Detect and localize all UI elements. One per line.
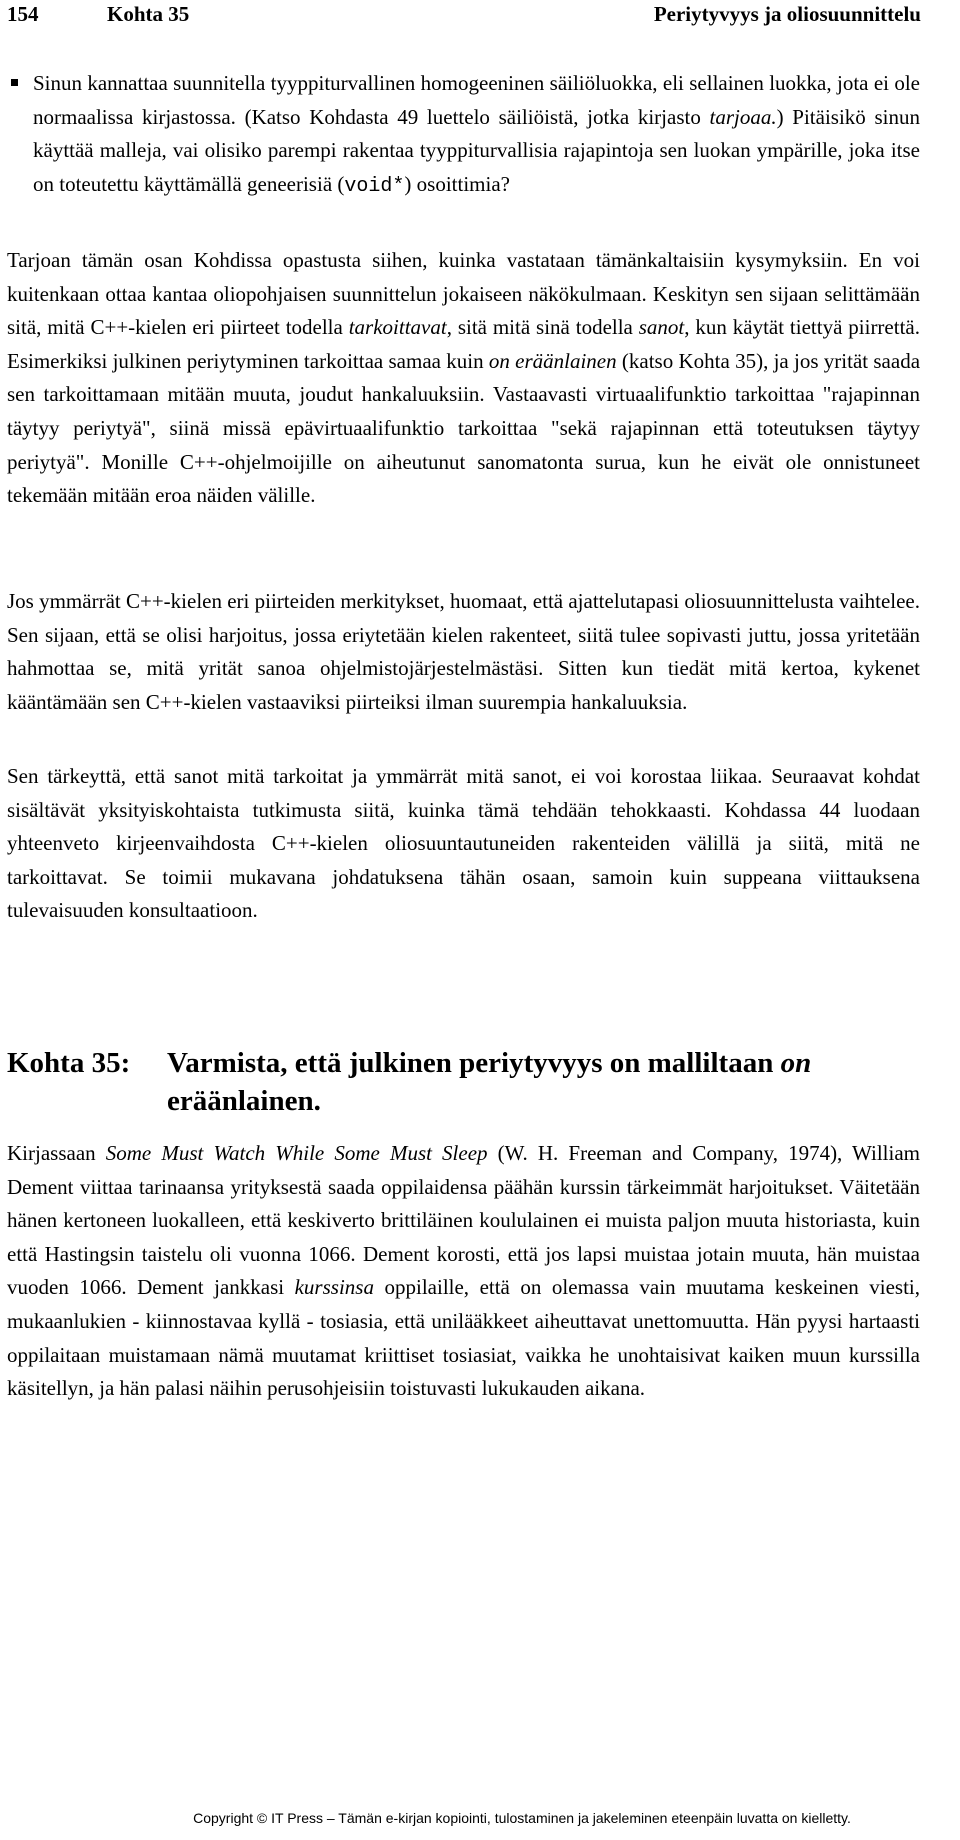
text-run: oppilaille, että on olemassa vain muutama keskeinen viesti, mukaanlukien - kiinnostavaa kyllä - tosiasia, että unilääkkeet aiheuttavat unettomuutta. Hän pyysi hartaasti oppilaitaan muistamaan nämä muutamat kriittiset tosiasiat, vaikka he unohtaisivat kaiken muun kurssilla käsitellyn, ja hän palasi näihin perusohjeisiin toistuvasti lukukauden aikana. <box>7 1275 920 1401</box>
copyright-footer: Copyright © IT Press – Tämän e-kirjan kopiointi, tulostaminen ja jakeleminen eteenpäin luvatta on kielletty. <box>193 1810 851 1826</box>
text-run: ) osoittimia? <box>404 171 510 196</box>
text-run: , sitä mitä sinä todella <box>446 315 639 340</box>
emphasis-text: tarjoaa. <box>709 104 777 129</box>
section-title-tail: eräänlainen. <box>167 1085 321 1117</box>
code-text: void* <box>344 174 405 198</box>
text-run: Kirjassaan <box>7 1141 106 1165</box>
emphasis-text: kurssinsa <box>294 1275 374 1300</box>
emphasis-text: tarkoittavat <box>348 315 447 340</box>
section-title-text: Varmista, että julkinen periytyvyys on malliltaan <box>167 1047 781 1079</box>
book-title: Some Must Watch While Some Must Sleep <box>105 1141 488 1165</box>
bullet-square-icon <box>11 79 18 86</box>
page-number: 154 <box>7 2 39 26</box>
paragraph-text: Sen tärkeyttä, että sanot mitä tarkoitat ja ymmärrät mitä sanot, ei voi korostaa liikaa. Seuraavat kohdat sisältävät yksityiskohtaista tutkimusta siitä, kuinka tämä tehdään tehokkaasti. Kohdassa 44 luodaan yhteenveto kirjeenvaihdosta C++-kielen oliosuuntautuneiden rakenteiden välillä ja siitä, mitä ne tarkoittavat. Se toimii mukavana johdatuksena tähän osaan, samoin kuin suppeana viittauksena tulevaisuuden konsultaatioon. <box>7 764 920 923</box>
paragraph <box>7 1137 920 1406</box>
text-run: , kun käytät tiettyä piirrettä. Esimerkiksi julkinen periytyminen tarkoittaa samaa kuin <box>7 315 920 373</box>
emphasis-text: on eräänlainen <box>488 348 617 373</box>
bullet-item <box>33 67 920 203</box>
section-label: Kohta 35: <box>7 1047 131 1079</box>
text-run: Tarjoan tämän osan Kohdissa opastusta siihen, kuinka vastataan tämänkaltaisiin kysymyksiin. En voi kuitenkaan ottaa kantaa oliopohjaisen suunnittelun jokaiseen näkökulmaan. Keskityn sen sijaan selittämään sitä, mitä C++-kielen eri piirteet todella <box>7 248 920 340</box>
section-title <box>167 1044 920 1120</box>
bullet-text <box>33 67 920 203</box>
section-title-emphasis: on <box>780 1047 812 1079</box>
paragraph-text: Jos ymmärrät C++-kielen eri piirteiden merkitykset, huomaat, että ajattelutapasi oliosuunnittelusta vaihtelee. Sen sijaan, että se olisi harjoitus, jossa eriytetään kielen rakenteet, siitä tulee sopivasti juttu, jossa yritetään hahmottaa se, mitä yrität sanoa ohjelmistojärjestelmästäsi. Sitten kun tiedät mitä kertoa, kykenet kääntämään sen C++-kielen vastaaviksi piirteiksi ilman suurempia hankaluuksia. <box>7 589 921 714</box>
paragraph <box>7 244 920 513</box>
chapter-label: Kohta 35 <box>107 2 190 26</box>
paragraph <box>7 585 920 719</box>
running-header <box>7 0 921 28</box>
paragraph <box>7 760 920 928</box>
text-run: Sinun kannattaa suunnitella tyyppiturvallinen homogeeninen säiliöluokka, eli sellainen luokka, jota ei ole normaalissa kirjastossa. (Katso Kohdasta 49 luettelo säiliöistä, jotka kirjasto <box>33 71 920 129</box>
part-title: Periytyvyys ja oliosuunnittelu <box>653 2 921 26</box>
text-run: (katso Kohta 35), ja jos yrität saada sen tarkoittamaan mitään muuta, joudut hankaluuksiin. Vastaavasti virtuaalifunktio tarkoittaa "rajapinnan täytyy periytyä", siinä missä epävirtuaalifunktio tarkoittaa "sekä rajapinnan että toteutuksen täytyy periytyä". Monille C++-ohjelmoijille on aiheutunut sanomatonta surua, kun he eivät ole onnistuneet tekemään mitään eroa näiden välille. <box>7 348 921 508</box>
text-run: ) Pitäisikö sinun käyttää malleja, vai olisiko parempi rakentaa tyyppiturvallisia rajapintoja sen luokan ympärille, joka itse on toteutettu käyttämällä geneerisiä ( <box>33 104 920 196</box>
emphasis-text: sanot <box>638 315 685 340</box>
text-run: (W. H. Freeman and Company, 1974), William Dement viittaa tarinaansa yrityksestä saada oppilaidensa päähän kurssin tärkeimmät harjoitukset. Väitetään hänen kertoneen luokalleen, että keskiverto brittiläinen koululainen ei muista paljon muuta historiasta, kuin että Hastingsin taistelu oli vuonna 1066. Dement korosti, että jos lapsi muistaa jotain muuta, hän muistaa vuoden 1066. Dement jankkasi <box>7 1141 921 1300</box>
